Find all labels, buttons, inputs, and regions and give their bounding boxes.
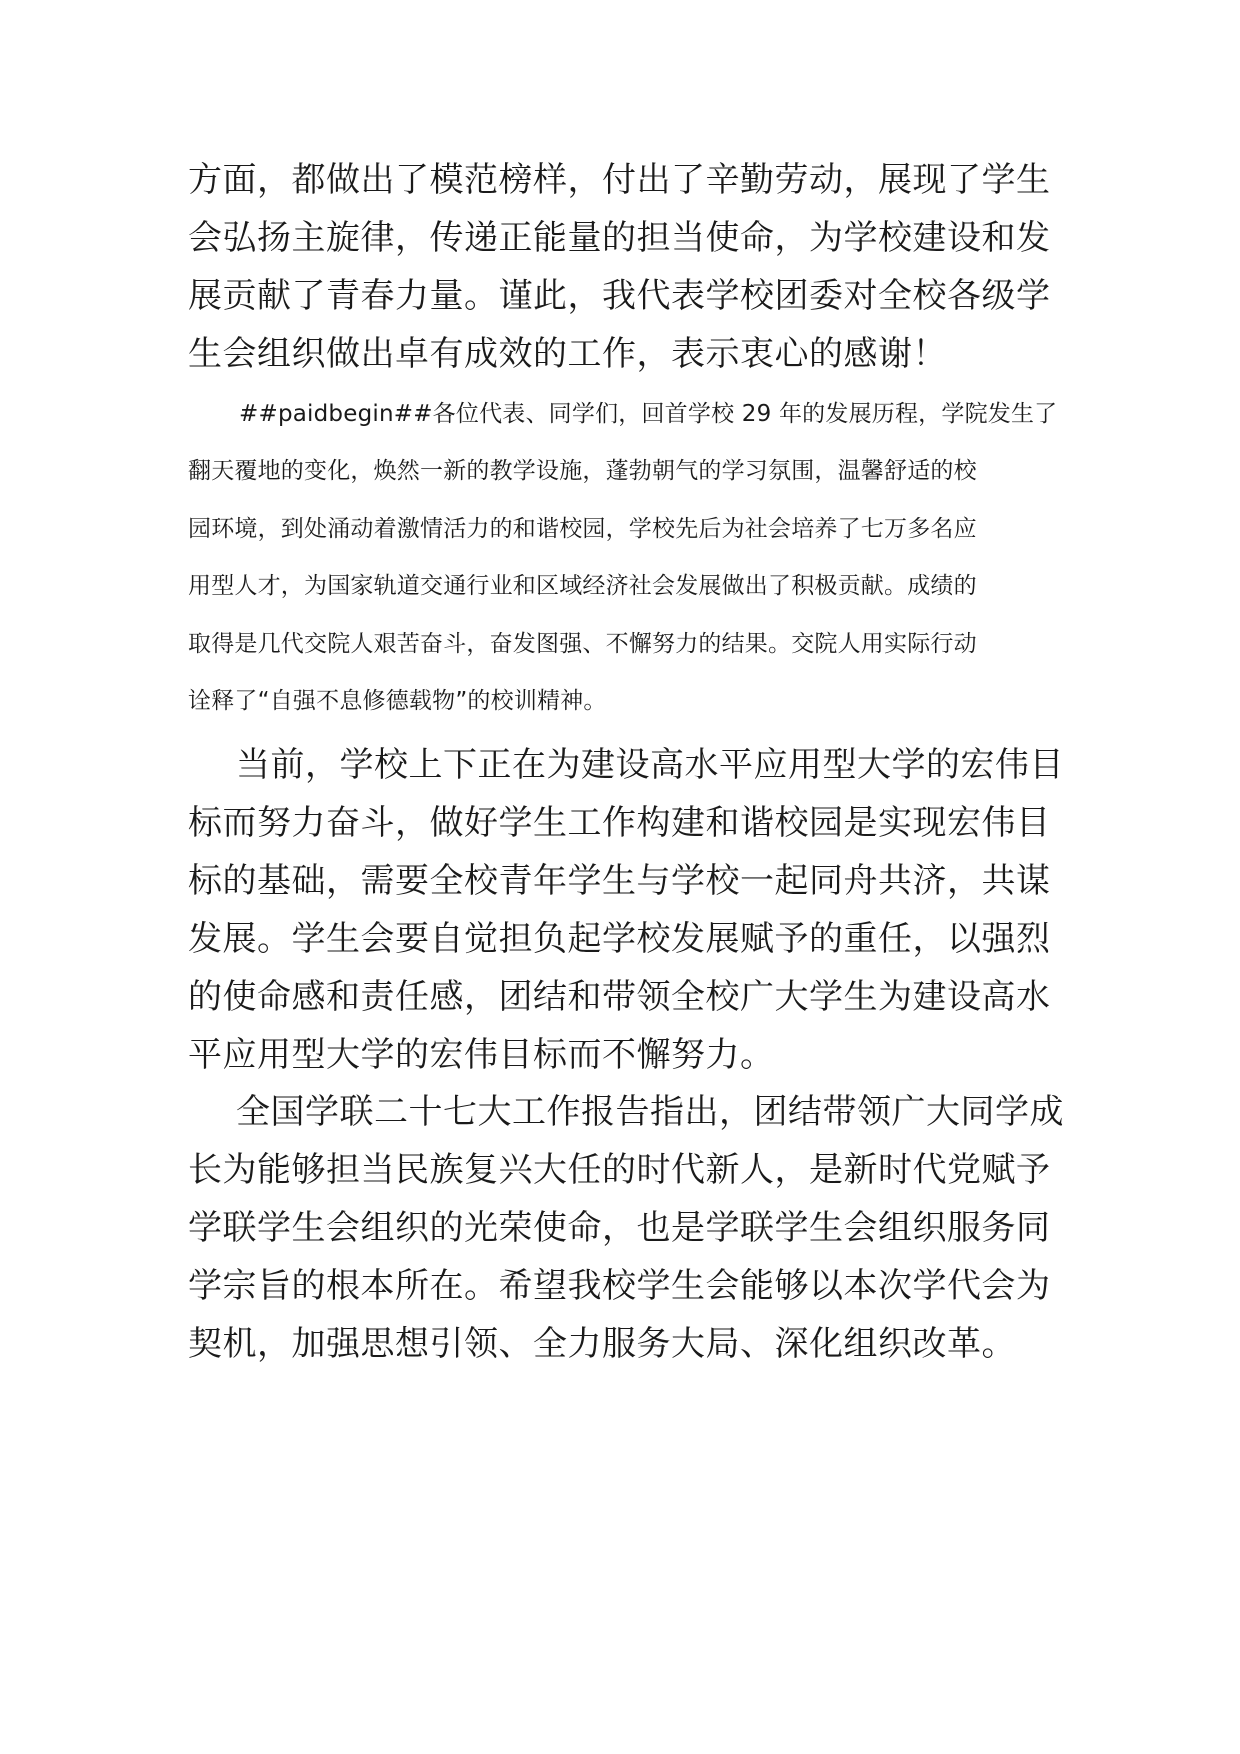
paragraph-line: 用型人才，为国家轨道交通行业和区域经济社会发展做出了积极贡献。成绩的	[188, 573, 977, 599]
paragraph-line: 标而努力奋斗，做好学生工作构建和谐校园是实现宏伟目	[188, 803, 1051, 843]
paragraph-line: 长为能够担当民族复兴大任的时代新人，是新时代党赋予	[188, 1150, 1051, 1190]
paragraph-line: 展贡献了青春力量。谨此，我代表学校团委对全校各级学	[188, 276, 1051, 316]
paragraph-line: 契机，加强思想引领、全力服务大局、深化组织改革。	[188, 1324, 1016, 1364]
paragraph-line: 取得是几代交院人艰苦奋斗，奋发图强、不懈努力的结果。交院人用实际行动	[188, 631, 977, 657]
paragraph-line: 标的基础，需要全校青年学生与学校一起同舟共济，共谋	[188, 861, 1051, 901]
paragraph-line: 平应用型大学的宏伟目标而不懈努力。	[188, 1035, 775, 1075]
paragraph-line: 方面，都做出了模范榜样，付出了辛勤劳动，展现了学生	[188, 160, 1051, 200]
paragraph-line: 全国学联二十七大工作报告指出，团结带领广大同学成	[236, 1092, 1064, 1132]
paragraph-line: 会弘扬主旋律，传递正能量的担当使命，为学校建设和发	[188, 218, 1051, 258]
paragraph-line: ##paidbegin##各位代表、同学们，回首学校 29 年的发展历程，学院发生了	[239, 401, 1058, 427]
paragraph-line: 的使命感和责任感，团结和带领全校广大学生为建设高水	[188, 977, 1051, 1017]
paragraph-line: 生会组织做出卓有成效的工作，表示衷心的感谢！	[188, 334, 947, 374]
paragraph-line: 当前，学校上下正在为建设高水平应用型大学的宏伟目	[236, 745, 1064, 785]
paragraph-line: 诠释了“自强不息修德载物”的校训精神。	[188, 688, 607, 714]
paragraph-line: 学宗旨的根本所在。希望我校学生会能够以本次学代会为	[188, 1266, 1051, 1306]
paragraph-line: 发展。学生会要自觉担负起学校发展赋予的重任，以强烈	[188, 919, 1051, 959]
paragraph-line: 园环境，到处涌动着激情活力的和谐校园，学校先后为社会培养了七万多名应	[188, 516, 977, 542]
paragraph-line: 学联学生会组织的光荣使命，也是学联学生会组织服务同	[188, 1208, 1051, 1248]
paragraph-line: 翻天覆地的变化，焕然一新的教学设施，蓬勃朝气的学习氛围，温馨舒适的校	[188, 458, 977, 484]
